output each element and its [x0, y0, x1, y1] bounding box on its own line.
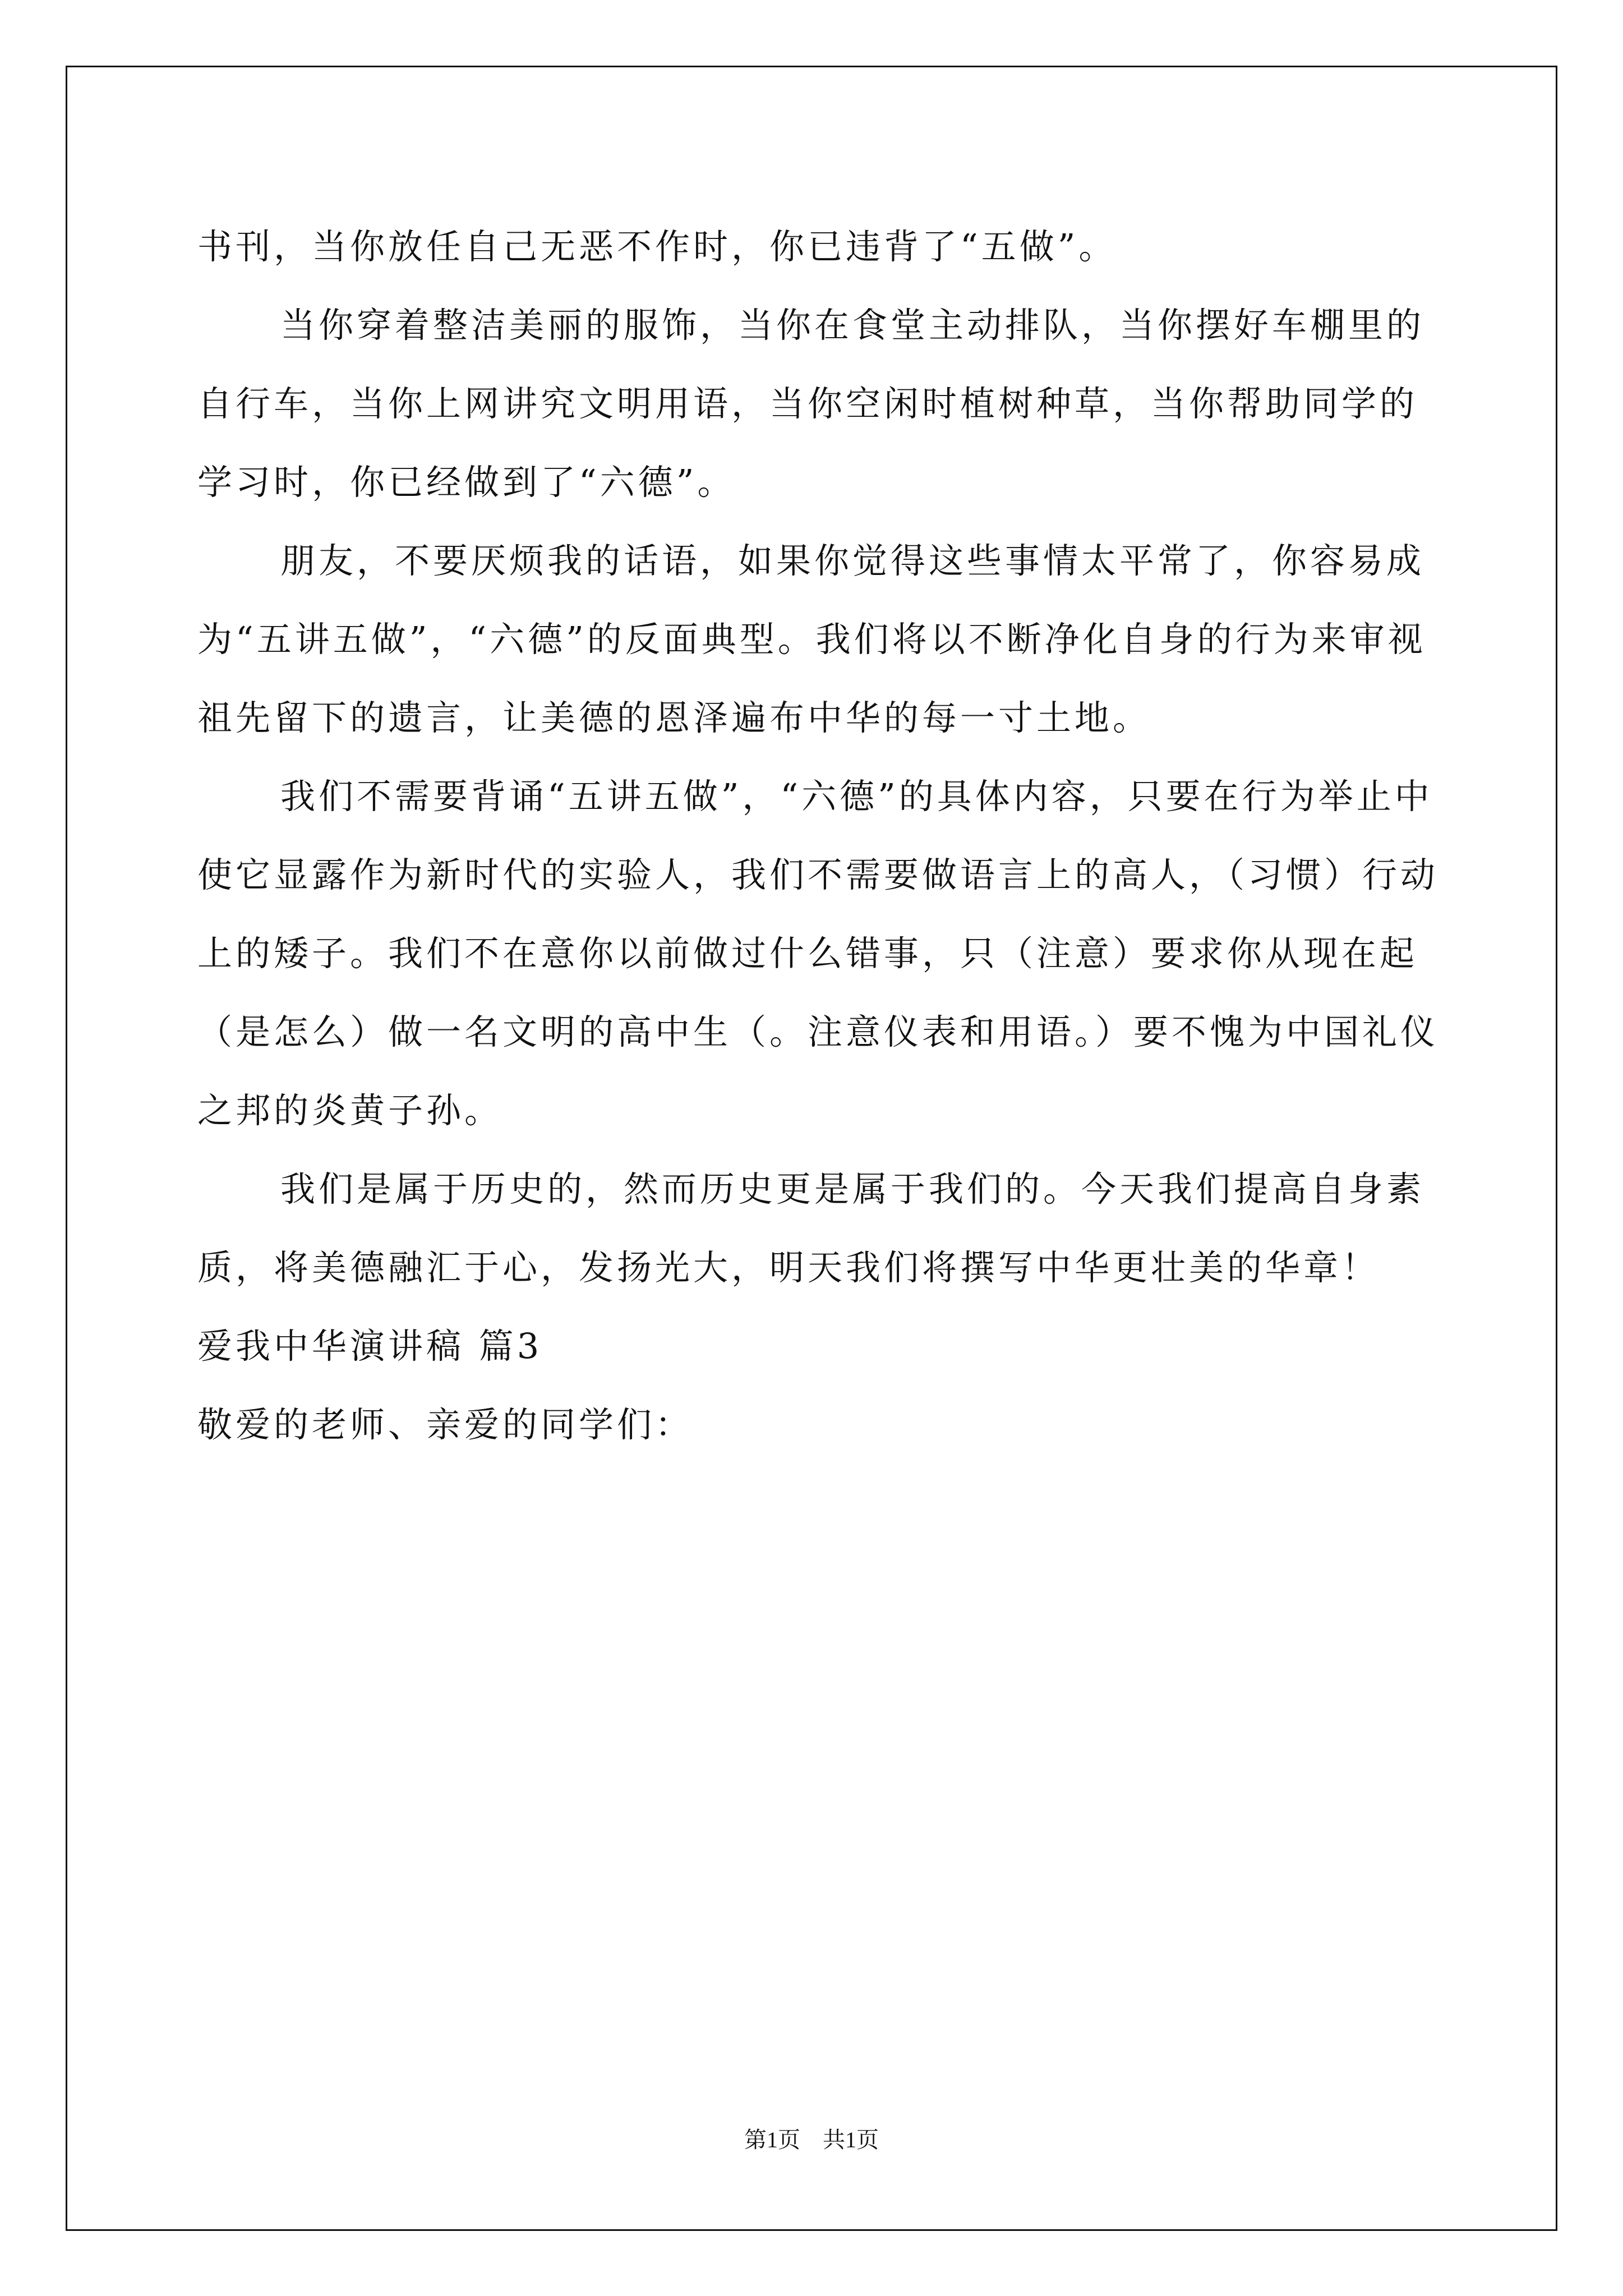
paragraph-history: 我们是属于历史的，然而历史更是属于我们的。今天我们提高自身素质，将美德融汇于心，发扬光大，明天我们将撰写中华更壮美的华章！	[197, 1168, 1425, 1288]
page-total: 共1页	[823, 2127, 879, 2152]
paragraph-no-recite: 我们不需要背诵“五讲五做”，“六德”的具体内容，只要在行为举止中使它显露作为新时代的实验人，我们不需要做语言上的高人，（习惯）行动上的矮子。我们不在意你以前做过什么错事，只（注意）要求你从现在起（是怎么）做一名文明的高中生（。注意仪表和用语。）要不愧为中国礼仪之邦的炎黄子孙。	[197, 776, 1439, 1131]
salutation: 敬爱的老师、亲爱的同学们：	[197, 1404, 694, 1445]
document-body	[197, 208, 1454, 1464]
paragraph-continuation: 书刊，当你放任自己无恶不作时，你已违背了“五做”。	[197, 226, 1117, 267]
paragraph-six-virtues: 当你穿着整洁美丽的服饰，当你在食堂主动排队，当你摆好车棚里的自行车，当你上网讲究文明用语，当你空闲时植树种草，当你帮助同学的学习时，你已经做到了“六德”。	[197, 305, 1425, 503]
page-footer	[0, 2126, 1623, 2154]
page-number: 第1页	[744, 2127, 800, 2152]
section-heading: 爱我中华演讲稿 篇3	[197, 1326, 543, 1366]
paragraph-friends: 朋友，不要厌烦我的话语，如果你觉得这些事情太平常了，你容易成为“五讲五做”，“六德”的反面典型。我们将以不断净化自身的行为来审视祖先留下的遗言，让美德的恩泽遍布中华的每一寸土地。	[197, 540, 1426, 738]
